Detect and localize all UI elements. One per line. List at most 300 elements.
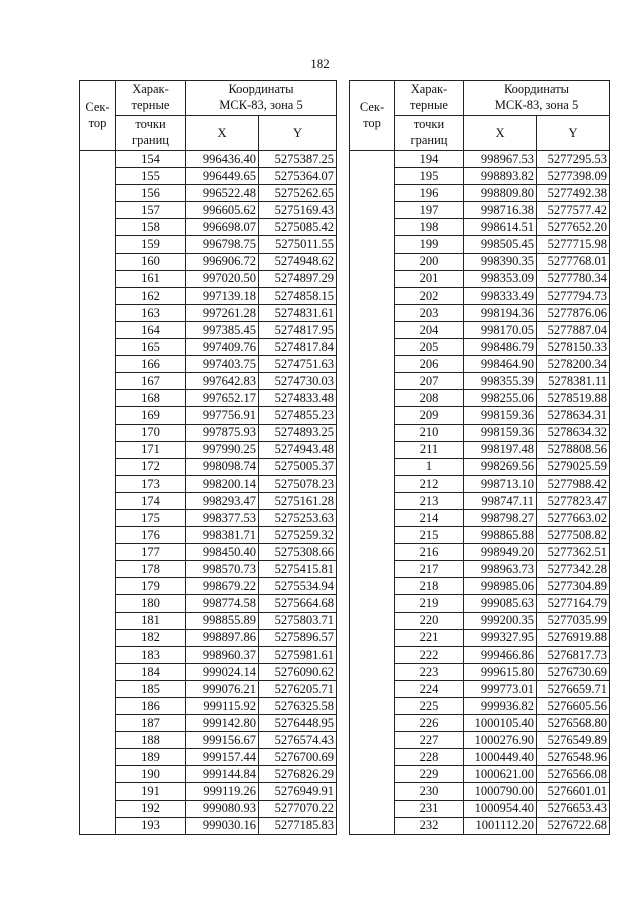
- x-coordinate-cell: 999936.82: [464, 698, 537, 715]
- y-coordinate-cell: 5275005.37: [259, 458, 337, 475]
- sector-cell: [350, 509, 395, 526]
- sector-cell: [80, 424, 116, 441]
- table-row: [350, 356, 610, 373]
- y-coordinate-cell: 5276826.29: [259, 766, 337, 783]
- table-row: [80, 219, 337, 236]
- page-number: 182: [310, 56, 330, 71]
- x-coordinate-cell: 998798.27: [464, 509, 537, 526]
- x-coordinate-cell: 998353.09: [464, 270, 537, 287]
- table-row: [350, 304, 610, 321]
- table-row: [80, 595, 337, 612]
- y-coordinate-cell: 5277794.73: [537, 287, 610, 304]
- y-coordinate-cell: 5275011.55: [259, 236, 337, 253]
- y-coordinate-cell: 5276659.71: [537, 680, 610, 697]
- x-coordinate-cell: 998486.79: [464, 339, 537, 356]
- y-coordinate-cell: 5278519.88: [537, 390, 610, 407]
- point-number-cell: 220: [395, 612, 464, 629]
- table-row: [350, 390, 610, 407]
- y-coordinate-cell: 5277342.28: [537, 561, 610, 578]
- table-row: [80, 151, 337, 168]
- point-number-cell: 162: [116, 287, 186, 304]
- y-coordinate-cell: 5274817.84: [259, 339, 337, 356]
- table-row: [80, 492, 337, 509]
- point-number-cell: 176: [116, 527, 186, 544]
- y-coordinate-cell: 5276205.71: [259, 680, 337, 697]
- point-number-cell: 161: [116, 270, 186, 287]
- point-number-cell: 223: [395, 663, 464, 680]
- x-coordinate-cell: 998390.35: [464, 253, 537, 270]
- x-coordinate-cell: 998377.53: [186, 509, 259, 526]
- table-row: [80, 236, 337, 253]
- x-coordinate-cell: 998293.47: [186, 492, 259, 509]
- table-row: [80, 185, 337, 202]
- point-number-cell: 187: [116, 715, 186, 732]
- point-number-cell: 210: [395, 424, 464, 441]
- table-row: [80, 304, 337, 321]
- sector-cell: [350, 698, 395, 715]
- sector-cell: [80, 766, 116, 783]
- sector-cell: [350, 561, 395, 578]
- point-number-cell: 229: [395, 766, 464, 783]
- point-number-cell: 184: [116, 663, 186, 680]
- x-coordinate-cell: 998333.49: [464, 287, 537, 304]
- x-coordinate-cell: 998865.88: [464, 527, 537, 544]
- sector-cell: [80, 492, 116, 509]
- table-row: [80, 646, 337, 663]
- point-number-cell: 224: [395, 680, 464, 697]
- sector-cell: [350, 749, 395, 766]
- x-coordinate-cell: 1000276.90: [464, 732, 537, 749]
- y-coordinate-cell: 5274943.48: [259, 441, 337, 458]
- points-header-cont: точки границ: [395, 116, 464, 151]
- y-coordinate-cell: 5275308.66: [259, 544, 337, 561]
- sector-cell: [350, 544, 395, 561]
- sector-cell: [80, 527, 116, 544]
- table-row: [80, 253, 337, 270]
- table-row: [80, 732, 337, 749]
- table-row: [350, 612, 610, 629]
- table-row: [80, 356, 337, 373]
- point-number-cell: 177: [116, 544, 186, 561]
- x-coordinate-cell: 999327.95: [464, 629, 537, 646]
- y-coordinate-cell: 5275981.61: [259, 646, 337, 663]
- x-coordinate-cell: 999200.35: [464, 612, 537, 629]
- sector-cell: [350, 612, 395, 629]
- table-row: [80, 783, 337, 800]
- x-coordinate-cell: 998614.51: [464, 219, 537, 236]
- table-row: [350, 151, 610, 168]
- table-row: [80, 168, 337, 185]
- sector-cell: [350, 151, 395, 168]
- point-number-cell: 160: [116, 253, 186, 270]
- sector-cell: [350, 680, 395, 697]
- sector-cell: [80, 407, 116, 424]
- y-coordinate-cell: 5276605.56: [537, 698, 610, 715]
- point-number-cell: 226: [395, 715, 464, 732]
- point-number-cell: 191: [116, 783, 186, 800]
- x-coordinate-cell: 996605.62: [186, 202, 259, 219]
- x-coordinate-cell: 998269.56: [464, 458, 537, 475]
- x-coordinate-cell: 996798.75: [186, 236, 259, 253]
- sector-cell: [80, 817, 116, 834]
- table-row: [80, 766, 337, 783]
- point-number-cell: 213: [395, 492, 464, 509]
- sector-header: Сек- тор: [350, 81, 395, 151]
- x-coordinate-cell: 999157.44: [186, 749, 259, 766]
- point-number-cell: 182: [116, 629, 186, 646]
- sector-cell: [350, 339, 395, 356]
- sector-cell: [350, 783, 395, 800]
- x-coordinate-cell: 997642.83: [186, 373, 259, 390]
- point-number-cell: 201: [395, 270, 464, 287]
- x-coordinate-cell: 998679.22: [186, 578, 259, 595]
- sector-cell: [350, 663, 395, 680]
- x-coordinate-cell: 997261.28: [186, 304, 259, 321]
- point-number-cell: 219: [395, 595, 464, 612]
- x-coordinate-cell: 998570.73: [186, 561, 259, 578]
- coordinates-table-right: [349, 80, 610, 835]
- sector-cell: [350, 373, 395, 390]
- point-number-cell: 159: [116, 236, 186, 253]
- x-coordinate-cell: 997409.76: [186, 339, 259, 356]
- x-coordinate-cell: 999085.63: [464, 595, 537, 612]
- point-number-cell: 212: [395, 475, 464, 492]
- x-coordinate-cell: 998967.53: [464, 151, 537, 168]
- y-coordinate-cell: 5277887.04: [537, 321, 610, 338]
- y-coordinate-cell: 5276574.43: [259, 732, 337, 749]
- x-coordinate-cell: 999144.84: [186, 766, 259, 783]
- table-row: [350, 646, 610, 663]
- sector-cell: [80, 800, 116, 817]
- table-row: [80, 441, 337, 458]
- y-coordinate-cell: 5275253.63: [259, 509, 337, 526]
- point-number-cell: 204: [395, 321, 464, 338]
- point-number-cell: 206: [395, 356, 464, 373]
- table-row: [350, 339, 610, 356]
- sector-cell: [80, 629, 116, 646]
- y-coordinate-cell: 5277492.38: [537, 185, 610, 202]
- y-coordinate-cell: 5276817.73: [537, 646, 610, 663]
- y-coordinate-cell: 5276730.69: [537, 663, 610, 680]
- y-coordinate-cell: 5277652.20: [537, 219, 610, 236]
- y-coordinate-cell: 5278634.32: [537, 424, 610, 441]
- point-number-cell: 230: [395, 783, 464, 800]
- point-number-cell: 200: [395, 253, 464, 270]
- sector-cell: [350, 236, 395, 253]
- y-coordinate-cell: 5275078.23: [259, 475, 337, 492]
- point-number-cell: 215: [395, 527, 464, 544]
- x-coordinate-cell: 998897.86: [186, 629, 259, 646]
- x-coordinate-cell: 999773.01: [464, 680, 537, 697]
- sector-cell: [350, 646, 395, 663]
- table-row: [350, 270, 610, 287]
- y-coordinate-cell: 5277988.42: [537, 475, 610, 492]
- x-coordinate-cell: 998450.40: [186, 544, 259, 561]
- sector-cell: [80, 253, 116, 270]
- sector-cell: [350, 732, 395, 749]
- sector-cell: [350, 458, 395, 475]
- y-coordinate-cell: 5275161.28: [259, 492, 337, 509]
- point-number-cell: 205: [395, 339, 464, 356]
- y-coordinate-cell: 5276090.62: [259, 663, 337, 680]
- sector-cell: [80, 595, 116, 612]
- y-coordinate-cell: 5276949.91: [259, 783, 337, 800]
- y-coordinate-cell: 5275415.81: [259, 561, 337, 578]
- point-number-cell: 218: [395, 578, 464, 595]
- table-row: [350, 629, 610, 646]
- point-number-cell: 163: [116, 304, 186, 321]
- point-number-cell: 192: [116, 800, 186, 817]
- table-row: [80, 407, 337, 424]
- x-coordinate-cell: 998159.36: [464, 424, 537, 441]
- sector-cell: [350, 407, 395, 424]
- point-number-cell: 164: [116, 321, 186, 338]
- x-coordinate-cell: 999076.21: [186, 680, 259, 697]
- x-coordinate-cell: 998170.05: [464, 321, 537, 338]
- x-coordinate-cell: 998200.14: [186, 475, 259, 492]
- table-row: [350, 698, 610, 715]
- coords-header: Координаты МСК-83, зона 5: [186, 81, 337, 116]
- y-coordinate-cell: 5276722.68: [537, 817, 610, 834]
- point-number-cell: 193: [116, 817, 186, 834]
- x-coordinate-cell: 999466.86: [464, 646, 537, 663]
- point-number-cell: 180: [116, 595, 186, 612]
- y-coordinate-cell: 5277768.01: [537, 253, 610, 270]
- sector-cell: [80, 219, 116, 236]
- sector-cell: [350, 321, 395, 338]
- x-coordinate-cell: 998197.48: [464, 441, 537, 458]
- sector-cell: [80, 749, 116, 766]
- sector-cell: [80, 732, 116, 749]
- sector-cell: [350, 168, 395, 185]
- x-coordinate-cell: 1000105.40: [464, 715, 537, 732]
- point-number-cell: 216: [395, 544, 464, 561]
- x-coordinate-cell: 998159.36: [464, 407, 537, 424]
- table-row: [350, 185, 610, 202]
- point-number-cell: 222: [395, 646, 464, 663]
- sector-cell: [80, 151, 116, 168]
- sector-cell: [80, 441, 116, 458]
- sector-cell: [350, 253, 395, 270]
- table-row: [350, 168, 610, 185]
- table-row: [80, 698, 337, 715]
- x-coordinate-cell: 1000954.40: [464, 800, 537, 817]
- table-row: [80, 663, 337, 680]
- sector-cell: [80, 390, 116, 407]
- sector-cell: [80, 304, 116, 321]
- x-coordinate-cell: 1000449.40: [464, 749, 537, 766]
- table-row: [80, 800, 337, 817]
- sector-cell: [80, 168, 116, 185]
- sector-cell: [80, 339, 116, 356]
- x-coordinate-cell: 997875.93: [186, 424, 259, 441]
- x-coordinate-cell: 997990.25: [186, 441, 259, 458]
- table-row: [350, 219, 610, 236]
- x-coordinate-cell: 998355.39: [464, 373, 537, 390]
- y-coordinate-cell: 5276549.89: [537, 732, 610, 749]
- table-row: [80, 287, 337, 304]
- point-number-cell: 207: [395, 373, 464, 390]
- x-coordinate-cell: 998985.06: [464, 578, 537, 595]
- table-row: [80, 475, 337, 492]
- y-coordinate-cell: 5276448.95: [259, 715, 337, 732]
- point-number-cell: 156: [116, 185, 186, 202]
- point-number-cell: 190: [116, 766, 186, 783]
- table-row: [350, 527, 610, 544]
- table-row: [80, 424, 337, 441]
- point-number-cell: 225: [395, 698, 464, 715]
- sector-header: Сек- тор: [80, 81, 116, 151]
- y-coordinate-cell: 5277508.82: [537, 527, 610, 544]
- x-coordinate-cell: 998464.90: [464, 356, 537, 373]
- y-coordinate-cell: 5277070.22: [259, 800, 337, 817]
- point-number-cell: 211: [395, 441, 464, 458]
- sector-cell: [350, 595, 395, 612]
- x-coordinate-cell: 997403.75: [186, 356, 259, 373]
- x-coordinate-cell: 996436.40: [186, 151, 259, 168]
- sector-cell: [350, 356, 395, 373]
- table-row: [350, 766, 610, 783]
- sector-cell: [80, 680, 116, 697]
- point-number-cell: 231: [395, 800, 464, 817]
- x-coordinate-cell: 998098.74: [186, 458, 259, 475]
- y-coordinate-cell: 5274948.62: [259, 253, 337, 270]
- x-header: X: [186, 116, 259, 151]
- y-coordinate-cell: 5277362.51: [537, 544, 610, 561]
- point-number-cell: 174: [116, 492, 186, 509]
- x-coordinate-cell: 1000621.00: [464, 766, 537, 783]
- table-row: [350, 715, 610, 732]
- point-number-cell: 232: [395, 817, 464, 834]
- coordinates-table-left: [79, 80, 337, 835]
- y-coordinate-cell: 5275085.42: [259, 219, 337, 236]
- coords-header: Координаты МСК-83, зона 5: [464, 81, 610, 116]
- table-row: [350, 544, 610, 561]
- x-coordinate-cell: 998809.80: [464, 185, 537, 202]
- sector-cell: [80, 561, 116, 578]
- table-row: [350, 202, 610, 219]
- y-coordinate-cell: 5274893.25: [259, 424, 337, 441]
- sector-cell: [350, 475, 395, 492]
- y-coordinate-cell: 5274817.95: [259, 321, 337, 338]
- y-coordinate-cell: 5274833.48: [259, 390, 337, 407]
- y-coordinate-cell: 5276566.08: [537, 766, 610, 783]
- point-number-cell: 179: [116, 578, 186, 595]
- table-row: [80, 629, 337, 646]
- table-row: [80, 390, 337, 407]
- y-coordinate-cell: 5274858.15: [259, 287, 337, 304]
- table-row: [350, 441, 610, 458]
- sector-cell: [350, 219, 395, 236]
- y-coordinate-cell: 5277185.83: [259, 817, 337, 834]
- table-row: [80, 270, 337, 287]
- point-number-cell: 178: [116, 561, 186, 578]
- point-number-cell: 209: [395, 407, 464, 424]
- y-coordinate-cell: 5276568.80: [537, 715, 610, 732]
- sector-cell: [80, 783, 116, 800]
- y-coordinate-cell: 5277663.02: [537, 509, 610, 526]
- y-coordinate-cell: 5277295.53: [537, 151, 610, 168]
- x-coordinate-cell: 998713.10: [464, 475, 537, 492]
- sector-cell: [350, 715, 395, 732]
- sector-cell: [350, 390, 395, 407]
- x-coordinate-cell: 997652.17: [186, 390, 259, 407]
- table-row: [350, 253, 610, 270]
- table-row: [350, 424, 610, 441]
- y-coordinate-cell: 5276548.96: [537, 749, 610, 766]
- x-header: X: [464, 116, 537, 151]
- point-number-cell: 203: [395, 304, 464, 321]
- sector-cell: [350, 185, 395, 202]
- x-coordinate-cell: 998949.20: [464, 544, 537, 561]
- sector-cell: [80, 270, 116, 287]
- sector-cell: [80, 321, 116, 338]
- y-coordinate-cell: 5277304.89: [537, 578, 610, 595]
- sector-cell: [350, 766, 395, 783]
- point-number-cell: 186: [116, 698, 186, 715]
- point-number-cell: 154: [116, 151, 186, 168]
- sector-cell: [350, 270, 395, 287]
- point-number-cell: 168: [116, 390, 186, 407]
- table-row: [350, 680, 610, 697]
- y-coordinate-cell: 5277035.99: [537, 612, 610, 629]
- x-coordinate-cell: 998381.71: [186, 527, 259, 544]
- y-coordinate-cell: 5274730.03: [259, 373, 337, 390]
- table-row: [350, 475, 610, 492]
- x-coordinate-cell: 999080.93: [186, 800, 259, 817]
- x-coordinate-cell: 998505.45: [464, 236, 537, 253]
- sector-cell: [80, 356, 116, 373]
- x-coordinate-cell: 998774.58: [186, 595, 259, 612]
- point-number-cell: 194: [395, 151, 464, 168]
- sector-cell: [350, 424, 395, 441]
- x-coordinate-cell: 998716.38: [464, 202, 537, 219]
- sector-cell: [350, 578, 395, 595]
- point-number-cell: 172: [116, 458, 186, 475]
- sector-cell: [350, 441, 395, 458]
- y-coordinate-cell: 5274855.23: [259, 407, 337, 424]
- point-number-cell: 167: [116, 373, 186, 390]
- x-coordinate-cell: 997756.91: [186, 407, 259, 424]
- table-row: [80, 749, 337, 766]
- y-coordinate-cell: 5278808.56: [537, 441, 610, 458]
- x-coordinate-cell: 998893.82: [464, 168, 537, 185]
- table-row: [350, 287, 610, 304]
- table-row: [80, 458, 337, 475]
- table-row: [350, 817, 610, 834]
- table-row: [350, 373, 610, 390]
- point-number-cell: 189: [116, 749, 186, 766]
- table-row: [80, 715, 337, 732]
- x-coordinate-cell: 996698.07: [186, 219, 259, 236]
- sector-cell: [80, 663, 116, 680]
- y-coordinate-cell: 5275896.57: [259, 629, 337, 646]
- y-coordinate-cell: 5277398.09: [537, 168, 610, 185]
- points-header: Харак- терные: [395, 81, 464, 116]
- x-coordinate-cell: 999115.92: [186, 698, 259, 715]
- x-coordinate-cell: 999030.16: [186, 817, 259, 834]
- y-coordinate-cell: 5277780.34: [537, 270, 610, 287]
- y-coordinate-cell: 5275387.25: [259, 151, 337, 168]
- x-coordinate-cell: 997385.45: [186, 321, 259, 338]
- y-coordinate-cell: 5277823.47: [537, 492, 610, 509]
- point-number-cell: 208: [395, 390, 464, 407]
- sector-cell: [80, 287, 116, 304]
- point-number-cell: 228: [395, 749, 464, 766]
- point-number-cell: 202: [395, 287, 464, 304]
- point-number-cell: 157: [116, 202, 186, 219]
- y-header: Y: [537, 116, 610, 151]
